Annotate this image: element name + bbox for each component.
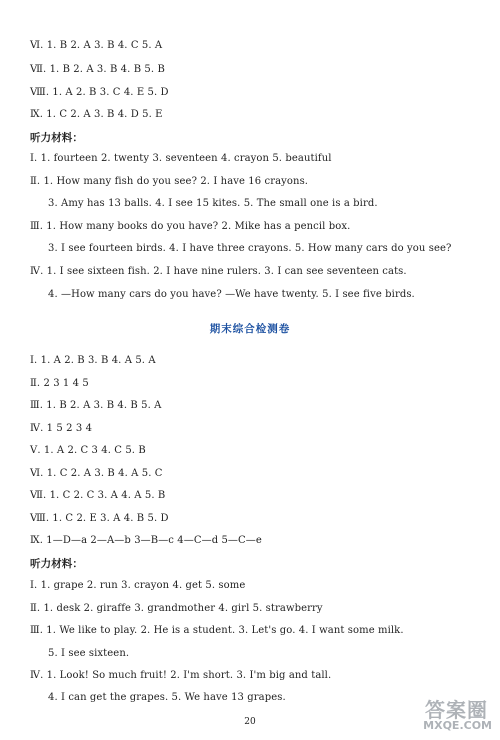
watermark-text: 答案圈 [425,698,488,722]
answer-line: Ⅴ. 1. A 2. C 3 4. C 5. B [30,445,146,456]
listening-line: 5. I see sixteen. [48,648,130,659]
answer-line-8: Ⅷ. 1. A 2. B 3. C 4. E 5. D [30,87,169,98]
watermark-logo [416,694,496,738]
listening-line: 4. —How many cars do you have? —We have twenty. 5. I see five birds. [48,289,415,300]
listening-heading: 听力材料： [30,558,83,570]
answer-line: Ⅲ. 1. B 2. A 3. B 4. B 5. A [30,400,162,411]
listening-line: 4. I can get the grapes. 5. We have 13 grapes. [48,692,286,703]
listening-line: Ⅱ. 1. desk 2. giraffe 3. grandmother 4. girl 5. strawberry [30,603,323,614]
watermark-url: MXQE.COM [423,719,492,732]
answer-line: Ⅷ. 1. C 2. E 3. A 4. B 5. D [30,513,169,524]
listening-line: 3. I see fourteen birds. 4. I have three crayons. 5. How many cars do you see? [48,243,452,254]
listening-heading: 听力材料： [30,132,83,144]
page-number: 20 [244,717,256,727]
section-title: 期末综合检测卷 [209,323,291,335]
listening-line: Ⅱ. 1. How many fish do you see? 2. I have 16 crayons. [30,176,309,187]
answer-line: Ⅶ. 1. C 2. C 3. A 4. A 5. B [30,490,166,501]
answer-line: Ⅸ. 1—D—a 2—A—b 3—B—c 4—C—d 5—C—e [30,535,262,546]
answer-line: Ⅵ. 1. C 2. A 3. B 4. A 5. C [30,468,163,479]
listening-line: Ⅲ. 1. We like to play. 2. He is a student. 3. Let's go. 4. I want some milk. [30,625,404,636]
listening-line: Ⅳ. 1. Look! So much fruit! 2. I'm short. 3. I'm big and tall. [30,670,332,681]
listening-line: Ⅰ. 1. fourteen 2. twenty 3. seventeen 4. crayon 5. beautiful [30,153,332,164]
listening-line: 3. Amy has 13 balls. 4. I see 15 kites. 5. The small one is a bird. [48,198,378,209]
answer-line: Ⅰ. 1. A 2. B 3. B 4. A 5. A [30,355,156,366]
answer-line-9: Ⅸ. 1. C 2. A 3. B 4. D 5. E [30,109,163,120]
answer-line-7: Ⅶ. 1. B 2. A 3. B 4. B 5. B [30,64,165,75]
listening-line: Ⅰ. 1. grape 2. run 3. crayon 4. get 5. some [30,580,246,591]
listening-line: Ⅲ. 1. How many books do you have? 2. Mike has a pencil box. [30,221,351,232]
answer-line-6: Ⅵ. 1. B 2. A 3. B 4. C 5. A [30,40,163,51]
listening-line: Ⅳ. 1. I see sixteen fish. 2. I have nine rulers. 3. I can see seventeen cats. [30,266,407,277]
answer-line: Ⅱ. 2 3 1 4 5 [30,378,89,389]
answer-line: Ⅳ. 1 5 2 3 4 [30,423,93,434]
